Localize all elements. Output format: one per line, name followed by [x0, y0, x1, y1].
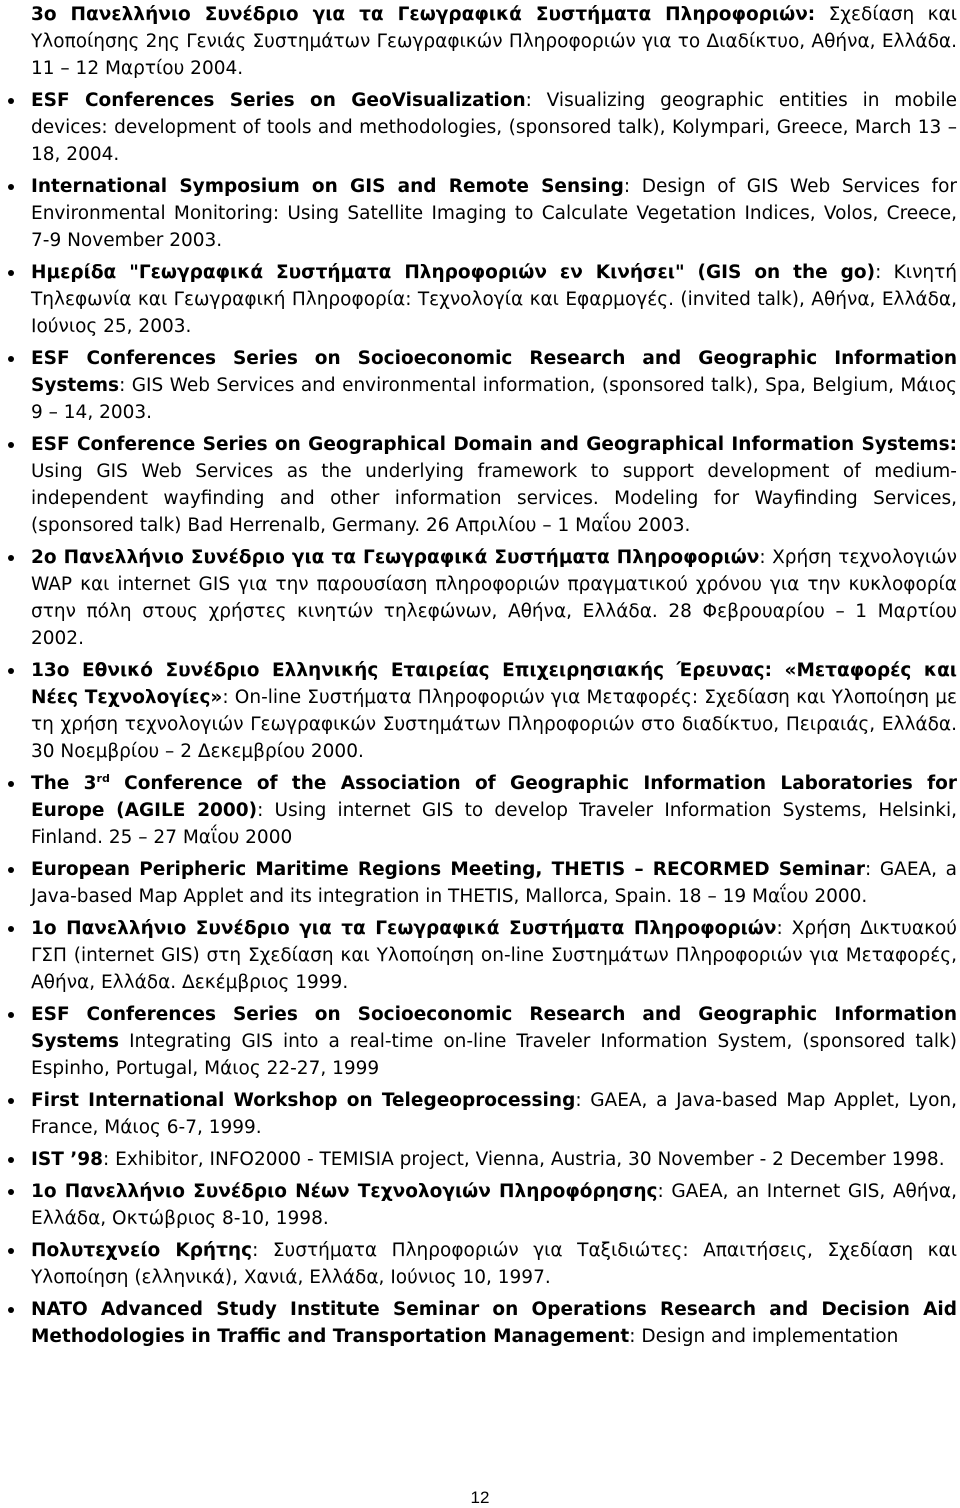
item-body: Σχεδίαση και Υλοποίησης 2ης Γενιάς Συστημάτων Γεωγραφικών Πληροφοριών για το Διαδίκτυο, Αθήνα, Ελλάδα. 11 – 12 Μαρτίου 2004. [31, 4, 957, 79]
item-body: : Χρήση τεχνολογιών WAP και internet GIS για την παρουσίαση πληροφοριών πραγματικού χρόνου για την κυκλοφορία στην πόλη στους χρήστες κινητών τηλεφώνων, Αθήνα, Ελλάδα. 28 Φεβρουαρίου – 1 Μαρτίου 2002. [31, 547, 957, 649]
item-heading: ESF Conferences Series on Socioeconomic Research and Geographic Information Systems [31, 1004, 957, 1052]
item-body: Using GIS Web Services as the underlying framework to support development of medium-independent wayfinding and other information services. Modeling for Wayfinding Services, (sponsored talk) Bad Herrenalb, Germany. 26 Απριλίου – 1 Μαΐου 2003. [31, 461, 957, 536]
list-item [31, 259, 957, 340]
list-item [31, 1, 957, 82]
item-heading-continued: Conference of the Association of Geographic Information Laboratories for Europe (AGILE 2000) [31, 773, 957, 821]
list-item [31, 1178, 957, 1232]
item-heading: 1ο Πανελλήνιο Συνέδριο για τα Γεωγραφικά Συστήματα Πληροφοριών [31, 918, 777, 939]
item-heading: NATO Advanced Study Institute Seminar on Operations Research and Decision Aid Methodologies in Traffic and Transportation Management [31, 1299, 957, 1347]
item-body: : GIS Web Services and environmental information, (sponsored talk), Spa, Belgium, Μάιος 9 – 14, 2003. [31, 375, 957, 423]
list-item [31, 345, 957, 426]
item-body: : GAEA, an Internet GIS, Αθήνα, Ελλάδα, Οκτώβριος 8-10, 1998. [31, 1181, 957, 1229]
item-body: : GAEA, a Java-based Map Applet and its integration in THETIS, Mallorca, Spain. 18 – 19 Μαΐου 2000. [31, 859, 957, 907]
item-body: : Κινητή Τηλεφωνία και Γεωγραφική Πληροφορία: Τεχνολογία και Εφαρμογές. (invited talk), Αθήνα, Ελλάδα, Ιούνιος 25, 2003. [31, 262, 957, 337]
list-item [31, 1237, 957, 1291]
item-heading: ESF Conferences Series on Socioeconomic Research and Geographic Information Systems [31, 348, 957, 396]
item-body: Integrating GIS into a real-time on-line Traveler Information System, (sponsored talk) Espinho, Portugal, Μάιος 22-27, 1999 [31, 1031, 957, 1079]
list-item [31, 915, 957, 996]
item-heading: ESF Conference Series on Geographical Domain and Geographical Information Systems: [31, 434, 957, 455]
ordinal-superscript: rd [96, 771, 110, 785]
item-heading: 1ο Πανελλήνιο Συνέδριο Νέων Τεχνολογιών Πληροφόρησης [31, 1181, 658, 1202]
item-heading: Ημερίδα "Γεωγραφικά Συστήματα Πληροφοριών εν Κινήσει" (GIS on the go) [31, 262, 876, 283]
item-heading: 2ο Πανελλήνιο Συνέδριο για τα Γεωγραφικά Συστήματα Πληροφοριών [31, 547, 760, 568]
item-body: : GAEA, a Java-based Map Applet, Lyon, France, Μάιος 6-7, 1999. [31, 1090, 957, 1138]
item-heading: European Peripheric Maritime Regions Meeting, THETIS – RECORMED Seminar [31, 859, 865, 880]
list-item [31, 87, 957, 168]
item-body: : Visualizing geographic entities in mobile devices: development of tools and methodologies, (sponsored talk), Kolympari, Greece, March 13 – 18, 2004. [31, 90, 957, 165]
item-heading: The 3 [31, 773, 97, 794]
item-body: : Exhibitor, INFO2000 - TEMISIA project, Vienna, Austria, 30 November - 2 December 1998. [103, 1149, 945, 1170]
item-heading: ESF Conferences Series on GeoVisualization [31, 90, 526, 111]
list-item [31, 1001, 957, 1082]
item-heading: 13ο Εθνικό Συνέδριο Ελληνικής Εταιρείας Επιχειρησιακής Έρευνας: «Μεταφορές και Νέες Τεχνολογίες» [31, 660, 957, 708]
list-item [31, 431, 957, 539]
page-number: 12 [470, 1488, 490, 1507]
list-item [31, 1087, 957, 1141]
list-item [31, 1146, 957, 1173]
item-body: : Χρήση Δικτυακού ΓΣΠ (internet GIS) στη Σχεδίαση και Υλοποίηση on-line Συστημάτων Πληροφοριών για Μεταφορές, Αθήνα, Ελλάδα. Δεκέμβριος 1999. [31, 918, 957, 993]
list-item [31, 544, 957, 652]
item-heading: Πολυτεχνείο Κρήτης [31, 1240, 253, 1261]
item-body: : On-line Συστήματα Πληροφοριών για Μεταφορές: Σχεδίαση και Υλοποίηση με τη χρήση τεχνολογιών Γεωγραφικών Συστημάτων Πληροφοριών στο διαδίκτυο, Πειραιάς, Ελλάδα. 30 Νοεμβρίου – 2 Δεκεμβρίου 2000. [31, 687, 958, 762]
item-heading: 3ο Πανελλήνιο Συνέδριο για τα Γεωγραφικά Συστήματα Πληροφοριών: [31, 4, 816, 25]
item-body: : Design of GIS Web Services for Environmental Monitoring: Using Satellite Imaging to Calculate Vegetation Indices, Volos, Creece, 7-9 November 2003. [31, 176, 957, 251]
list-item [31, 770, 957, 851]
presentations-list [31, 0, 957, 1355]
item-body: : Συστήματα Πληροφοριών για Ταξιδιώτες: Απαιτήσεις, Σχεδίαση και Υλοποίηση (ελληνικά), Χανιά, Ελλάδα, Ιούνιος 10, 1997. [31, 1240, 957, 1288]
item-body: : Design and implementation [629, 1326, 899, 1347]
item-heading: International Symposium on GIS and Remote Sensing [31, 176, 624, 197]
item-heading: First International Workshop on Telegeoprocessing [31, 1090, 576, 1111]
list-item [31, 657, 957, 765]
list-item [31, 856, 957, 910]
item-body: : Using internet GIS to develop Traveler Information Systems, Helsinki, Finland. 25 – 27 Μαΐου 2000 [31, 800, 957, 848]
item-heading: IST ’98 [31, 1149, 104, 1170]
list-item [31, 1296, 957, 1350]
list-item [31, 173, 957, 254]
